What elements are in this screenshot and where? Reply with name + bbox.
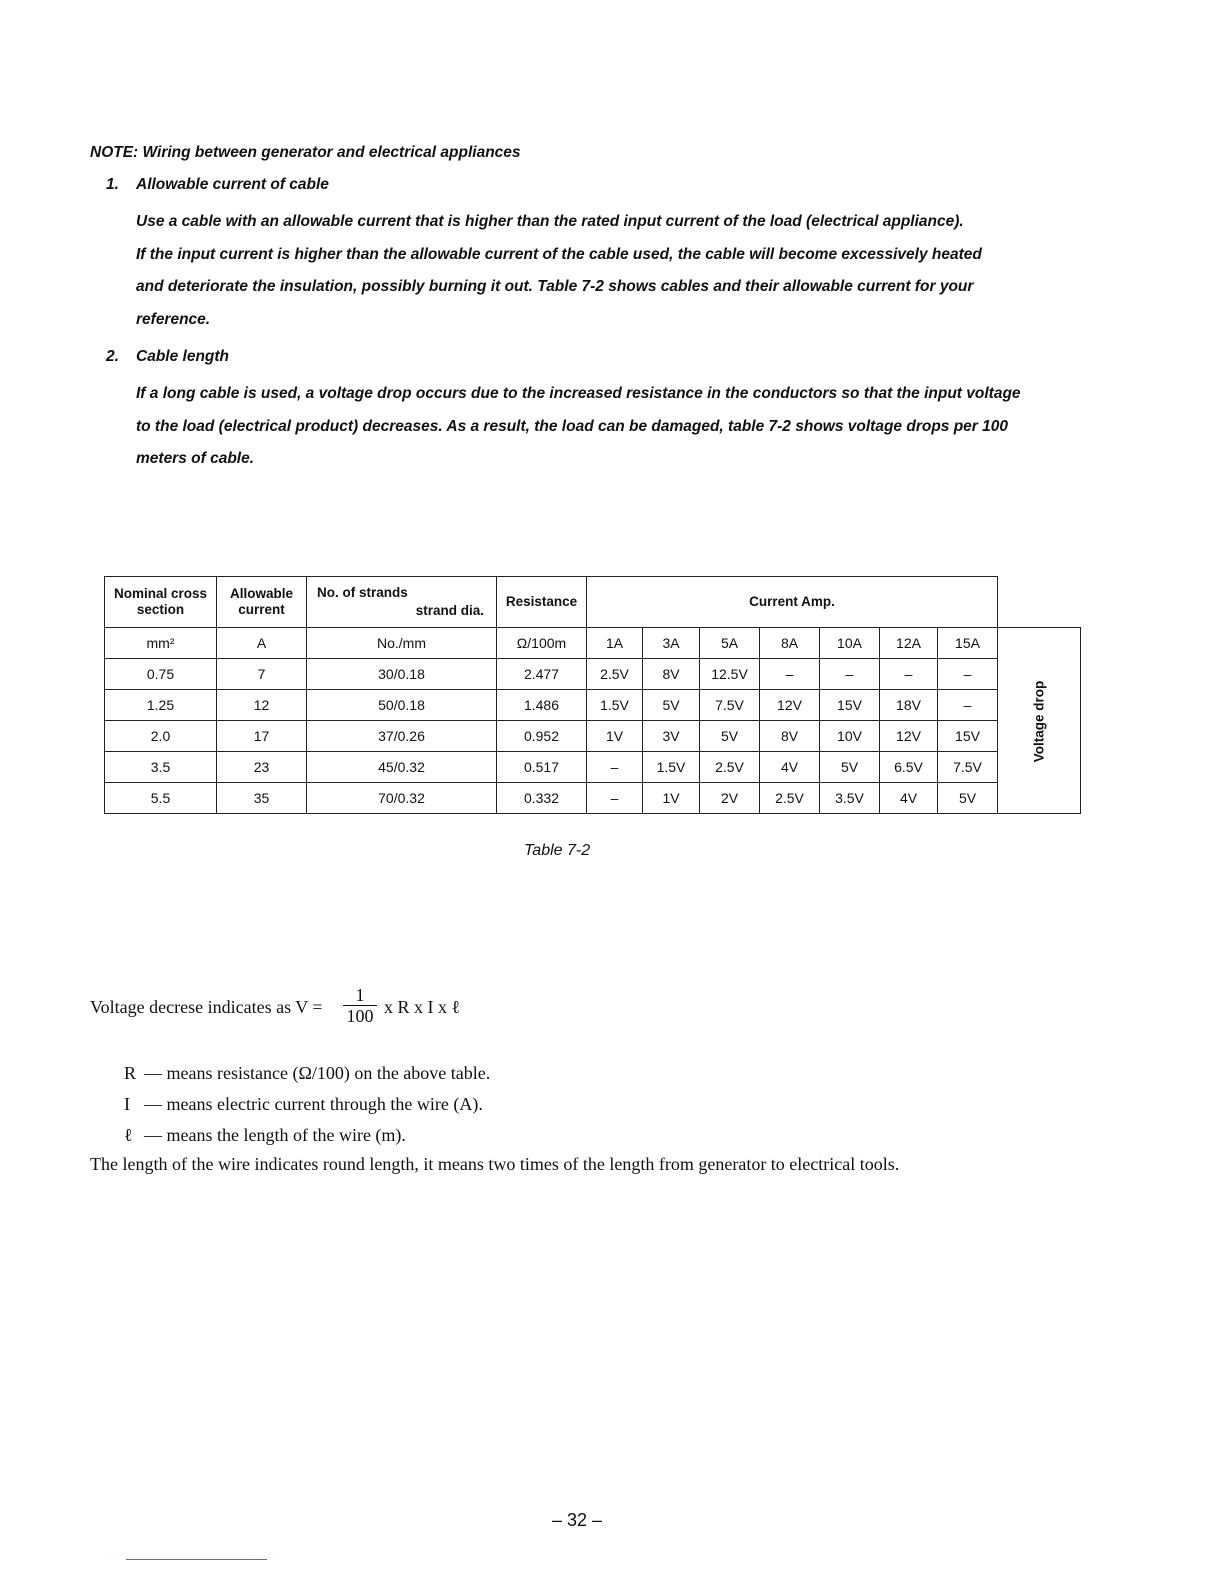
table-cell: 8V [760,721,820,752]
definition-text: — means electric current through the wire (A). [144,1094,483,1114]
formula-lead: Voltage decrese indicates as V = [90,997,323,1017]
table-cell: 5V [820,752,880,783]
table-cell: 1V [587,721,643,752]
definition-item [124,1089,490,1120]
units-cell: 8A [760,628,820,659]
table-cell: 37/0.26 [307,721,497,752]
table-cell: 1.5V [587,690,643,721]
body-line: to the load (electrical product) decreases. As a result, the load can be damaged, table 7-2 shows voltage drops per 100 [136,417,1008,435]
units-cell: Ω/100m [497,628,587,659]
table-cell: 23 [217,752,307,783]
table-cell: 3.5 [105,752,217,783]
table-cell: – [938,690,998,721]
definition-text: — means resistance (Ω/100) on the above table. [144,1063,491,1083]
table-cell: – [587,752,643,783]
note-item-1 [106,176,1090,336]
table-cell: 1.25 [105,690,217,721]
body-line: and deteriorate the insulation, possibly burning it out. Table 7-2 shows cables and their allowable current for your [136,278,974,295]
table-cell: 2V [700,783,760,814]
definition-item [124,1058,490,1089]
table-cell: 7.5V [938,752,998,783]
body-line: If the input current is higher than the allowable current of the cable used, the cable will become excessively heated [136,245,982,263]
table-cell: 0.75 [105,659,217,690]
table-cell: 7 [217,659,307,690]
table-cell: 2.5V [760,783,820,814]
page-number: – 32 – [552,1510,603,1530]
voltage-drop-label: Voltage drop [1031,680,1047,762]
item-body [136,378,1090,476]
table-units-row [105,628,1081,659]
note-block [90,144,1090,488]
note-title: NOTE: Wiring between generator and electrical appliances [90,144,521,161]
table-cell: 30/0.18 [307,659,497,690]
table-cell: 17 [217,721,307,752]
units-cell: mm² [105,628,217,659]
formula-fraction [343,985,377,1026]
table-cell: 50/0.18 [307,690,497,721]
table-cell: 35 [217,783,307,814]
note-item-2 [106,348,1090,476]
body-line: Use a cable with an allowable current that is higher than the rated input current of the load (electrical appliance). [136,213,964,230]
table-cell: 5V [700,721,760,752]
table-cell: 2.0 [105,721,217,752]
definitions-list [124,1058,490,1151]
table-cell: – [820,659,880,690]
item-heading-text: Cable length [136,348,230,365]
table-cell: 5V [643,690,700,721]
table-cell: 1.486 [497,690,587,721]
table-cell: 0.517 [497,752,587,783]
units-cell: 10A [820,628,880,659]
cable-table-wrap [104,576,1081,814]
units-cell: 12A [880,628,938,659]
body-line: If a long cable is used, a voltage drop occurs due to the increased resistance in the conductors so that the input voltage [136,385,1021,402]
table-cell: 5V [938,783,998,814]
table-cell: 1.5V [643,752,700,783]
table-cell: 3V [643,721,700,752]
table-row [105,783,1081,814]
units-cell: 3A [643,628,700,659]
table-cell: 12V [760,690,820,721]
formula-denominator: 100 [346,1006,374,1026]
item-body [136,206,1090,336]
table-cell: 3.5V [820,783,880,814]
footer-rule [126,1559,267,1560]
table-cell: – [760,659,820,690]
definition-text: — means the length of the wire (m). [144,1125,406,1145]
table-cell: 12.5V [700,659,760,690]
definition-symbol: ℓ [124,1125,133,1145]
table-cell: 2.477 [497,659,587,690]
table-cell: 10V [820,721,880,752]
table-cell: 12 [217,690,307,721]
table-row [105,721,1081,752]
table-cell: 15V [820,690,880,721]
table-caption: Table 7-2 [524,842,591,859]
table-cell: 70/0.32 [307,783,497,814]
table-cell: 4V [880,783,938,814]
table-cell: – [880,659,938,690]
table-cell: 1V [643,783,700,814]
definition-symbol: I [124,1094,130,1114]
table-row [105,659,1081,690]
table-cell: 8V [643,659,700,690]
table-cell: 5.5 [105,783,217,814]
table-cell: 0.952 [497,721,587,752]
header-resistance: Resistance [497,577,587,628]
table-cell: – [587,783,643,814]
item-heading [106,176,1090,194]
table-cell: 6.5V [880,752,938,783]
header-allowable-current: Allowable current [217,577,307,628]
table-cell: 12V [880,721,938,752]
table-cell: 0.332 [497,783,587,814]
table-cell: 18V [880,690,938,721]
units-cell: A [217,628,307,659]
table-row [105,690,1081,721]
units-cell: 1A [587,628,643,659]
table-cell: 45/0.32 [307,752,497,783]
header-nominal-cross-section: Nominal cross section [105,577,217,628]
item-number: 1. [106,176,119,193]
table-cell: 7.5V [700,690,760,721]
item-number: 2. [106,348,119,365]
units-cell: 5A [700,628,760,659]
header-strand-dia: strand dia. [415,603,484,618]
cable-table [104,576,1081,814]
table-cell: 2.5V [587,659,643,690]
body-line: reference. [136,310,211,328]
header-strands-count: No. of strands [317,585,408,600]
conclusion-text: The length of the wire indicates round length, it means two times of the length from generator to electrical tools. [90,1154,900,1174]
formula-numerator: 1 [343,985,377,1006]
table-header-row [105,577,1081,628]
definition-item [124,1120,490,1151]
body-line: meters of cable. [136,450,255,467]
table-cell: – [938,659,998,690]
table-cell: 2.5V [700,752,760,783]
formula-tail: x R x I x ℓ [384,997,461,1017]
units-cell: No./mm [307,628,497,659]
table-row [105,752,1081,783]
table-cell: 15V [938,721,998,752]
table-cell: 4V [760,752,820,783]
units-cell: 15A [938,628,998,659]
item-heading-text: Allowable current of cable [136,176,329,193]
header-current-amp: Current Amp. [587,577,998,628]
header-strands [307,577,497,628]
blank-corner [998,577,1081,628]
item-heading [106,348,1090,366]
definition-symbol: R [124,1063,137,1083]
voltage-drop-label-cell [998,628,1081,814]
